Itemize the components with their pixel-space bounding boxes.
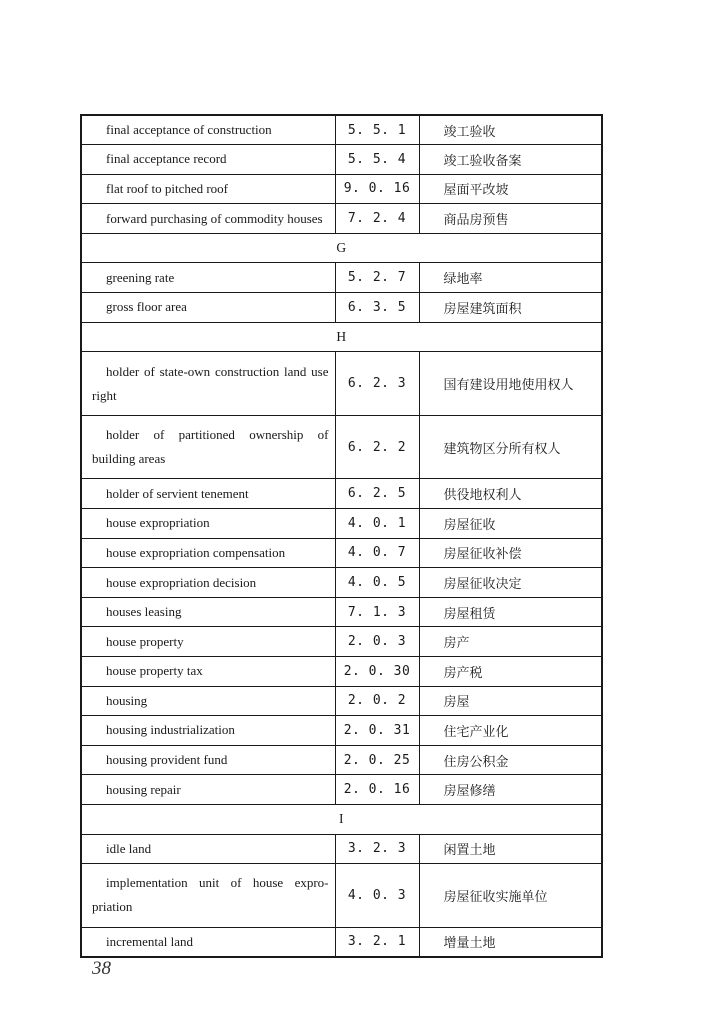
table-row — [81, 568, 602, 598]
clause-number: 6. 3. 5 — [335, 293, 419, 323]
glossary-body — [81, 115, 602, 957]
english-term: final acceptance record — [81, 145, 335, 175]
table-row — [81, 204, 602, 234]
table-row — [81, 115, 602, 145]
section-letter: H — [81, 322, 602, 352]
clause-number: 4. 0. 1 — [335, 509, 419, 539]
table-row — [81, 509, 602, 539]
table-row — [81, 415, 602, 479]
english-term: flat roof to pitched roof — [81, 174, 335, 204]
english-term: gross floor area — [81, 293, 335, 323]
table-row — [81, 834, 602, 864]
english-term: implementation unit of house expro-priation — [81, 864, 335, 928]
chinese-term: 绿地率 — [419, 263, 602, 293]
section-header-row — [81, 804, 602, 834]
table-row — [81, 174, 602, 204]
clause-number: 7. 1. 3 — [335, 597, 419, 627]
clause-number: 5. 5. 1 — [335, 115, 419, 145]
clause-number: 6. 2. 5 — [335, 479, 419, 509]
clause-number: 2. 0. 30 — [335, 657, 419, 687]
english-term: final acceptance of construction — [81, 115, 335, 145]
table-row — [81, 538, 602, 568]
clause-number: 5. 2. 7 — [335, 263, 419, 293]
english-term: forward purchasing of commodity houses — [81, 204, 335, 234]
chinese-term: 房产税 — [419, 657, 602, 687]
chinese-term: 房屋 — [419, 686, 602, 716]
english-term: house expropriation compensation — [81, 538, 335, 568]
english-term: holder of partitioned ownership of building areas — [81, 415, 335, 479]
table-row — [81, 686, 602, 716]
page-number: 38 — [92, 958, 111, 979]
clause-number: 3. 2. 3 — [335, 834, 419, 864]
glossary-table — [80, 114, 603, 958]
chinese-term: 房屋征收实施单位 — [419, 864, 602, 928]
table-row — [81, 627, 602, 657]
clause-number: 4. 0. 5 — [335, 568, 419, 598]
clause-number: 3. 2. 1 — [335, 927, 419, 957]
chinese-term: 国有建设用地使用权人 — [419, 352, 602, 416]
table-row — [81, 657, 602, 687]
section-header-row — [81, 322, 602, 352]
english-term: idle land — [81, 834, 335, 864]
english-term: house property tax — [81, 657, 335, 687]
table-row — [81, 145, 602, 175]
chinese-term: 竣工验收备案 — [419, 145, 602, 175]
chinese-term: 屋面平改坡 — [419, 174, 602, 204]
chinese-term: 房屋修缮 — [419, 775, 602, 805]
clause-number: 6. 2. 2 — [335, 415, 419, 479]
clause-number: 2. 0. 25 — [335, 745, 419, 775]
chinese-term: 增量土地 — [419, 927, 602, 957]
chinese-term: 房屋征收决定 — [419, 568, 602, 598]
chinese-term: 房屋建筑面积 — [419, 293, 602, 323]
clause-number: 4. 0. 3 — [335, 864, 419, 928]
clause-number: 5. 5. 4 — [335, 145, 419, 175]
clause-number: 4. 0. 7 — [335, 538, 419, 568]
table-row — [81, 745, 602, 775]
chinese-term: 住房公积金 — [419, 745, 602, 775]
english-term: greening rate — [81, 263, 335, 293]
english-term: incremental land — [81, 927, 335, 957]
chinese-term: 房屋征收补偿 — [419, 538, 602, 568]
section-letter: I — [81, 804, 602, 834]
english-term: housing industrialization — [81, 716, 335, 746]
clause-number: 9. 0. 16 — [335, 174, 419, 204]
english-term: housing repair — [81, 775, 335, 805]
chinese-term: 房产 — [419, 627, 602, 657]
clause-number: 7. 2. 4 — [335, 204, 419, 234]
chinese-term: 房屋租赁 — [419, 597, 602, 627]
table-row — [81, 352, 602, 416]
english-term: house expropriation — [81, 509, 335, 539]
table-row — [81, 775, 602, 805]
english-term: holder of state-own construction land use right — [81, 352, 335, 416]
chinese-term: 房屋征收 — [419, 509, 602, 539]
chinese-term: 供役地权利人 — [419, 479, 602, 509]
english-term: holder of servient tenement — [81, 479, 335, 509]
clause-number: 2. 0. 3 — [335, 627, 419, 657]
clause-number: 6. 2. 3 — [335, 352, 419, 416]
table-row — [81, 864, 602, 928]
table-row — [81, 479, 602, 509]
english-term: houses leasing — [81, 597, 335, 627]
chinese-term: 商品房预售 — [419, 204, 602, 234]
section-header-row — [81, 233, 602, 263]
table-row — [81, 263, 602, 293]
clause-number: 2. 0. 31 — [335, 716, 419, 746]
table-row — [81, 716, 602, 746]
chinese-term: 闲置土地 — [419, 834, 602, 864]
english-term: house property — [81, 627, 335, 657]
chinese-term: 建筑物区分所有权人 — [419, 415, 602, 479]
table-row — [81, 293, 602, 323]
chinese-term: 竣工验收 — [419, 115, 602, 145]
section-letter: G — [81, 233, 602, 263]
table-row — [81, 927, 602, 957]
english-term: housing — [81, 686, 335, 716]
chinese-term: 住宅产业化 — [419, 716, 602, 746]
clause-number: 2. 0. 2 — [335, 686, 419, 716]
table-row — [81, 597, 602, 627]
english-term: house expropriation decision — [81, 568, 335, 598]
clause-number: 2. 0. 16 — [335, 775, 419, 805]
english-term: housing provident fund — [81, 745, 335, 775]
